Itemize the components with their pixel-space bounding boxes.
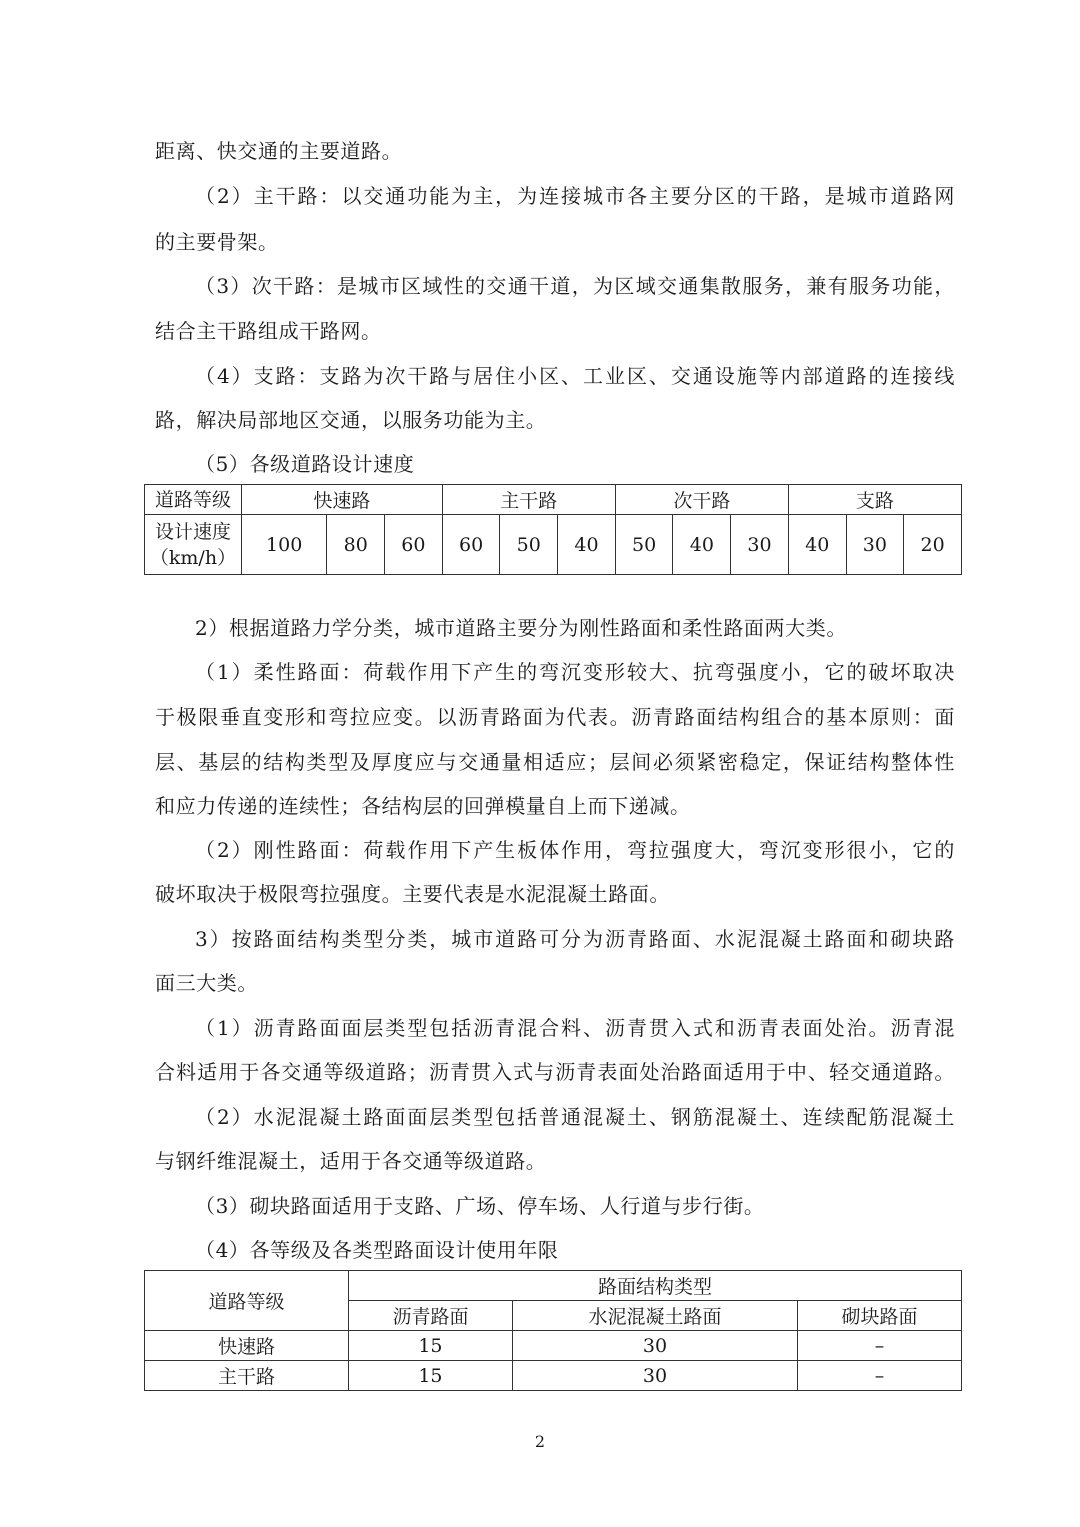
table-cell: 20 <box>904 515 962 575</box>
table-header-cell: 次干路 <box>615 485 788 515</box>
paragraph-line: 路，解决局部地区交通，以服务功能为主。 <box>155 408 547 432</box>
paragraph-line: （2）主干路：以交通功能为主，为连接城市各主要分区的干路，是城市道路网 <box>195 184 955 208</box>
table-header-cell: 砌块路面 <box>798 1301 962 1331</box>
table-row-label <box>145 515 242 575</box>
design-speed-table <box>144 484 962 575</box>
paragraph-line: 与钢纤维混凝土，适用于各交通等级道路。 <box>155 1149 547 1173</box>
table-header-cell: 水泥混凝土路面 <box>512 1301 797 1331</box>
paragraph-line: 于极限垂直变形和弯拉应变。以沥青路面为代表。沥青路面结构组合的基本原则：面 <box>155 705 955 729</box>
table-cell: 快速路 <box>145 1331 349 1361</box>
table-cell: 30 <box>731 515 789 575</box>
table-cell: 40 <box>788 515 846 575</box>
paragraph-line: （3）砌块路面适用于支路、广场、停车场、人行道与步行街。 <box>195 1194 765 1218</box>
table-cell: – <box>798 1331 962 1361</box>
table-cell: 40 <box>558 515 616 575</box>
table-cell: 60 <box>385 515 443 575</box>
paragraph-line: 距离、快交通的主要道路。 <box>155 139 403 163</box>
table-cell: – <box>798 1361 962 1391</box>
table-header-cell: 道路等级 <box>145 485 242 515</box>
paragraph-line: （1）沥青路面面层类型包括沥青混合料、沥青贯入式和沥青表面处治。沥青混 <box>195 1016 955 1040</box>
paragraph-line: 结合主干路组成干路网。 <box>155 319 382 343</box>
table-cell: 30 <box>512 1331 797 1361</box>
paragraph-line: 破坏取决于极限弯拉强度。主要代表是水泥混凝土路面。 <box>155 882 670 906</box>
table-cell: 80 <box>327 515 385 575</box>
table-header-cell: 路面结构类型 <box>349 1271 962 1301</box>
table-cell: 30 <box>846 515 904 575</box>
table-caption: （5）各级道路设计速度 <box>195 452 415 476</box>
table-header-cell: 沥青路面 <box>349 1301 513 1331</box>
table-header-cell: 支路 <box>788 485 961 515</box>
table-header-cell: 主干路 <box>442 485 615 515</box>
table-row <box>145 1331 962 1361</box>
table-cell: 主干路 <box>145 1361 349 1391</box>
paragraph-line: 3）按路面结构类型分类，城市道路可分为沥青路面、水泥混凝土路面和砌块路 <box>195 927 955 951</box>
paragraph-line: 合料适用于各交通等级道路；沥青贯入式与沥青表面处治路面适用于中、轻交通道路。 <box>155 1060 955 1084</box>
paragraph-line: 的主要骨架。 <box>155 230 279 254</box>
table-header-cell: 道路等级 <box>145 1271 349 1331</box>
paragraph-line: 2）根据道路力学分类，城市道路主要分为刚性路面和柔性路面两大类。 <box>195 616 847 640</box>
speed-unit: （km/h） <box>149 546 237 569</box>
paragraph-line: 和应力传递的连续性；各结构层的回弹模量自上而下递减。 <box>155 794 691 818</box>
table-cell: 50 <box>500 515 558 575</box>
table-cell: 50 <box>615 515 673 575</box>
table-cell: 15 <box>349 1331 513 1361</box>
paragraph-line: （1）柔性路面：荷载作用下产生的弯沉变形较大、抗弯强度小，它的破坏取决 <box>195 660 955 684</box>
table-cell: 40 <box>673 515 731 575</box>
paragraph-line: （2）水泥混凝土路面面层类型包括普通混凝土、钢筋混凝土、连续配筋混凝土 <box>195 1105 955 1129</box>
table-row <box>145 1361 962 1391</box>
table-cell: 100 <box>242 515 327 575</box>
speed-label: 设计速度 <box>154 520 231 543</box>
table-caption: （4）各等级及各类型路面设计使用年限 <box>195 1238 559 1262</box>
table-cell: 15 <box>349 1361 513 1391</box>
paragraph-line: （4）支路：支路为次干路与居住小区、工业区、交通设施等内部道路的连接线 <box>195 364 955 388</box>
paragraph-line: （3）次干路：是城市区域性的交通干道，为区域交通集散服务，兼有服务功能， <box>195 274 955 298</box>
page-number: 2 <box>534 1432 546 1451</box>
table-header-cell: 快速路 <box>242 485 443 515</box>
paragraph-line: 面三大类。 <box>155 971 258 995</box>
paragraph-line: 层、基层的结构类型及厚度应与交通量相适应；层间必须紧密稳定，保证结构整体性 <box>155 750 955 774</box>
paragraph-line: （2）刚性路面：荷载作用下产生板体作用，弯拉强度大，弯沉变形很小，它的 <box>195 838 955 862</box>
table-cell: 30 <box>512 1361 797 1391</box>
service-life-table <box>144 1270 962 1391</box>
table-cell: 60 <box>442 515 500 575</box>
